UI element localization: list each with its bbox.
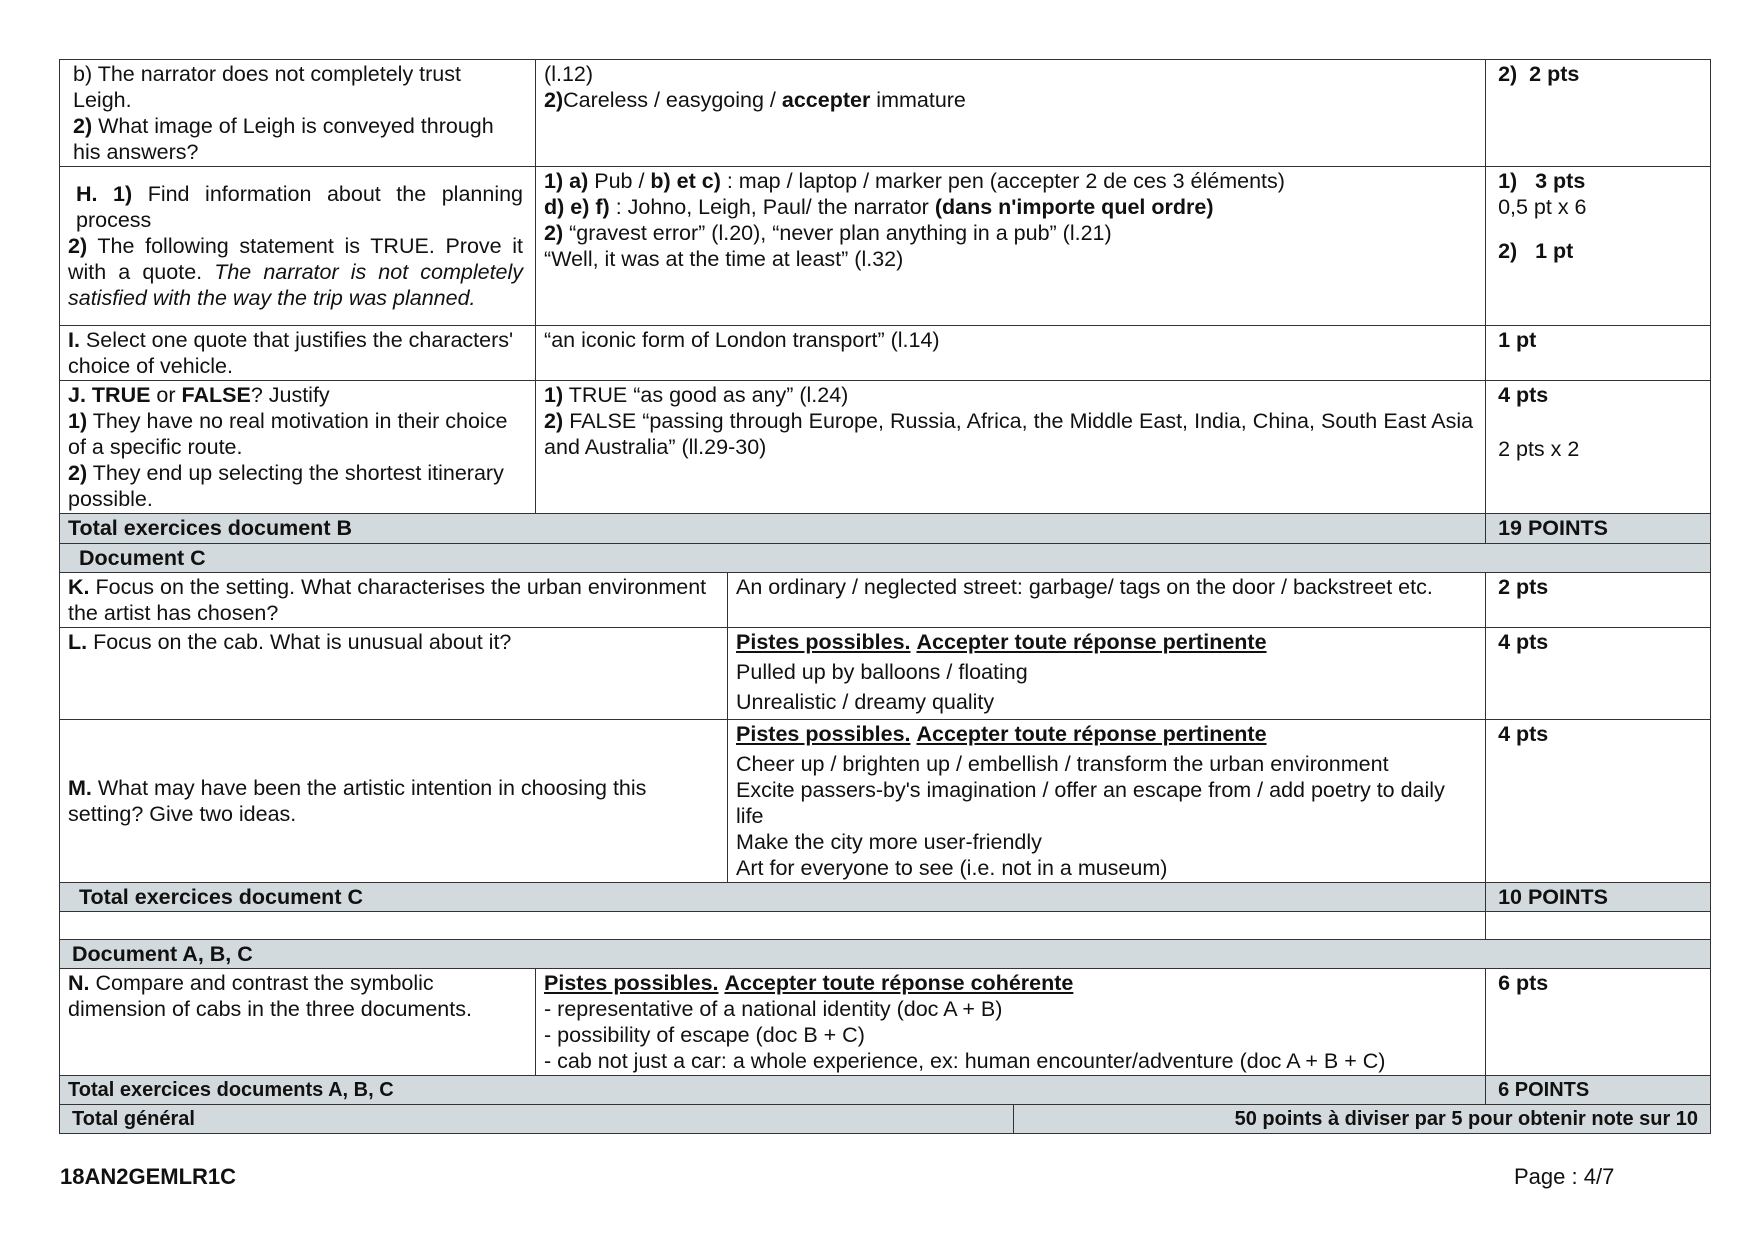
points-cell-h: 1) 3 pts 0,5 pt x 6 2) 1 pt <box>1486 167 1711 326</box>
question-cell-j: J. TRUE or FALSE? Justify 1) They have no real motivation in their choice of a specific route. 2) They end up selecting the shortest itinerary possible. <box>60 381 536 514</box>
table-row-j <box>60 381 1711 514</box>
table-row-total-c <box>60 883 1711 912</box>
points-cell-j: 4 pts 2 pts x 2 <box>1486 381 1711 514</box>
points-cell-i: 1 pt <box>1486 326 1711 381</box>
table-row-total-abc <box>60 1076 1711 1105</box>
question-cell-b: b) The narrator does not completely trust Leigh. 2) What image of Leigh is conveyed through his answers? <box>60 60 536 167</box>
table-row-total-b <box>60 514 1711 544</box>
table-row-doc-abc <box>60 940 1711 969</box>
total-b-points: 19 POINTS <box>1486 514 1711 544</box>
table-row-l <box>60 628 1711 720</box>
question-cell-n: N. Compare and contrast the symbolic dimension of cabs in the three documents. <box>60 969 536 1076</box>
question-cell-h: H. 1) Find information about the planning process 2) The following statement is TRUE. Prove it with a quote. The narrator is not completely satisfied with the way the trip was planned. <box>60 167 536 326</box>
table-row-k <box>60 573 1711 628</box>
answer-cell-l: Pistes possibles. Accepter toute réponse pertinente Pulled up by balloons / floating Unrealistic / dreamy quality <box>728 628 1486 720</box>
table-row-doc-c <box>60 544 1711 573</box>
answer-cell-i: “an iconic form of London transport” (l.14) <box>536 326 1486 381</box>
total-abc-points: 6 POINTS <box>1486 1076 1711 1105</box>
document-code: 18AN2GEMLR1C <box>60 1164 237 1189</box>
grading-table <box>59 59 1711 1134</box>
answer-cell-m: Pistes possibles. Accepter toute réponse pertinente Cheer up / brighten up / embellish / transform the urban environment Excite passers-by's imagination / offer an escape from / add poetry to daily life Make the city more user-friendly Art for everyone to see (i.e. not in a museum) <box>728 720 1486 883</box>
total-general-value: 50 points à diviser par 5 pour obtenir note sur 10 <box>1014 1105 1711 1134</box>
page-number: Page : 4/7 <box>1514 1164 1615 1189</box>
answer-cell-k: An ordinary / neglected street: garbage/ tags on the door / backstreet etc. <box>728 573 1486 628</box>
doc-c-heading: Document C <box>60 544 1711 573</box>
total-c-label: Total exercices document C <box>60 883 1486 912</box>
points-cell-b: 2) 2 pts <box>1486 60 1711 167</box>
points-cell-l: 4 pts <box>1486 628 1711 720</box>
table-row-empty <box>60 912 1711 940</box>
table-row-h <box>60 167 1711 326</box>
total-general-label: Total général <box>60 1105 1014 1134</box>
points-cell-m: 4 pts <box>1486 720 1711 883</box>
points-cell-k: 2 pts <box>1486 573 1711 628</box>
table-row-i <box>60 326 1711 381</box>
question-cell-l: L. Focus on the cab. What is unusual about it? <box>60 628 728 720</box>
empty-points-cell <box>1486 912 1711 940</box>
answer-cell-h: 1) a) Pub / b) et c) : map / laptop / marker pen (accepter 2 de ces 3 éléments) d) e) f) : Johno, Leigh, Paul/ the narrator (dans n'importe quel ordre) 2) “gravest error” (l.20), “never plan anything in a pub” (l.21) “Well, it was at the time at least” (l.32) <box>536 167 1486 326</box>
question-b-1: b) The narrator does not completely trust Leigh. <box>73 62 461 112</box>
points-cell-n: 6 pts <box>1486 969 1711 1076</box>
empty-cell <box>60 912 1486 940</box>
answer-cell-b: (l.12) 2)Careless / easygoing / accepter immature <box>536 60 1486 167</box>
doc-abc-heading: Document A, B, C <box>60 940 1711 969</box>
table-row-b <box>60 60 1711 167</box>
total-abc-label: Total exercices documents A, B, C <box>60 1076 1486 1105</box>
table-row-total-general <box>60 1105 1711 1134</box>
question-cell-k: K. Focus on the setting. What characterises the urban environment the artist has chosen? <box>60 573 728 628</box>
table-row-n <box>60 969 1711 1076</box>
question-cell-m: M. What may have been the artistic intention in choosing this setting? Give two ideas. <box>60 720 728 883</box>
answer-cell-j: 1) TRUE “as good as any” (l.24) 2) FALSE “passing through Europe, Russia, Africa, the Middle East, India, China, South East Asia and Australia” (ll.29-30) <box>536 381 1486 514</box>
table-row-m <box>60 720 1711 883</box>
answer-cell-n: Pistes possibles. Accepter toute réponse cohérente - representative of a national identity (doc A + B) - possibility of escape (doc B + C) - cab not just a car: a whole experience, ex: human encounter/adventure (doc A + B + C) <box>536 969 1486 1076</box>
question-cell-i: I. Select one quote that justifies the characters' choice of vehicle. <box>60 326 536 381</box>
total-c-points: 10 POINTS <box>1486 883 1711 912</box>
total-b-label: Total exercices document B <box>60 514 1486 544</box>
